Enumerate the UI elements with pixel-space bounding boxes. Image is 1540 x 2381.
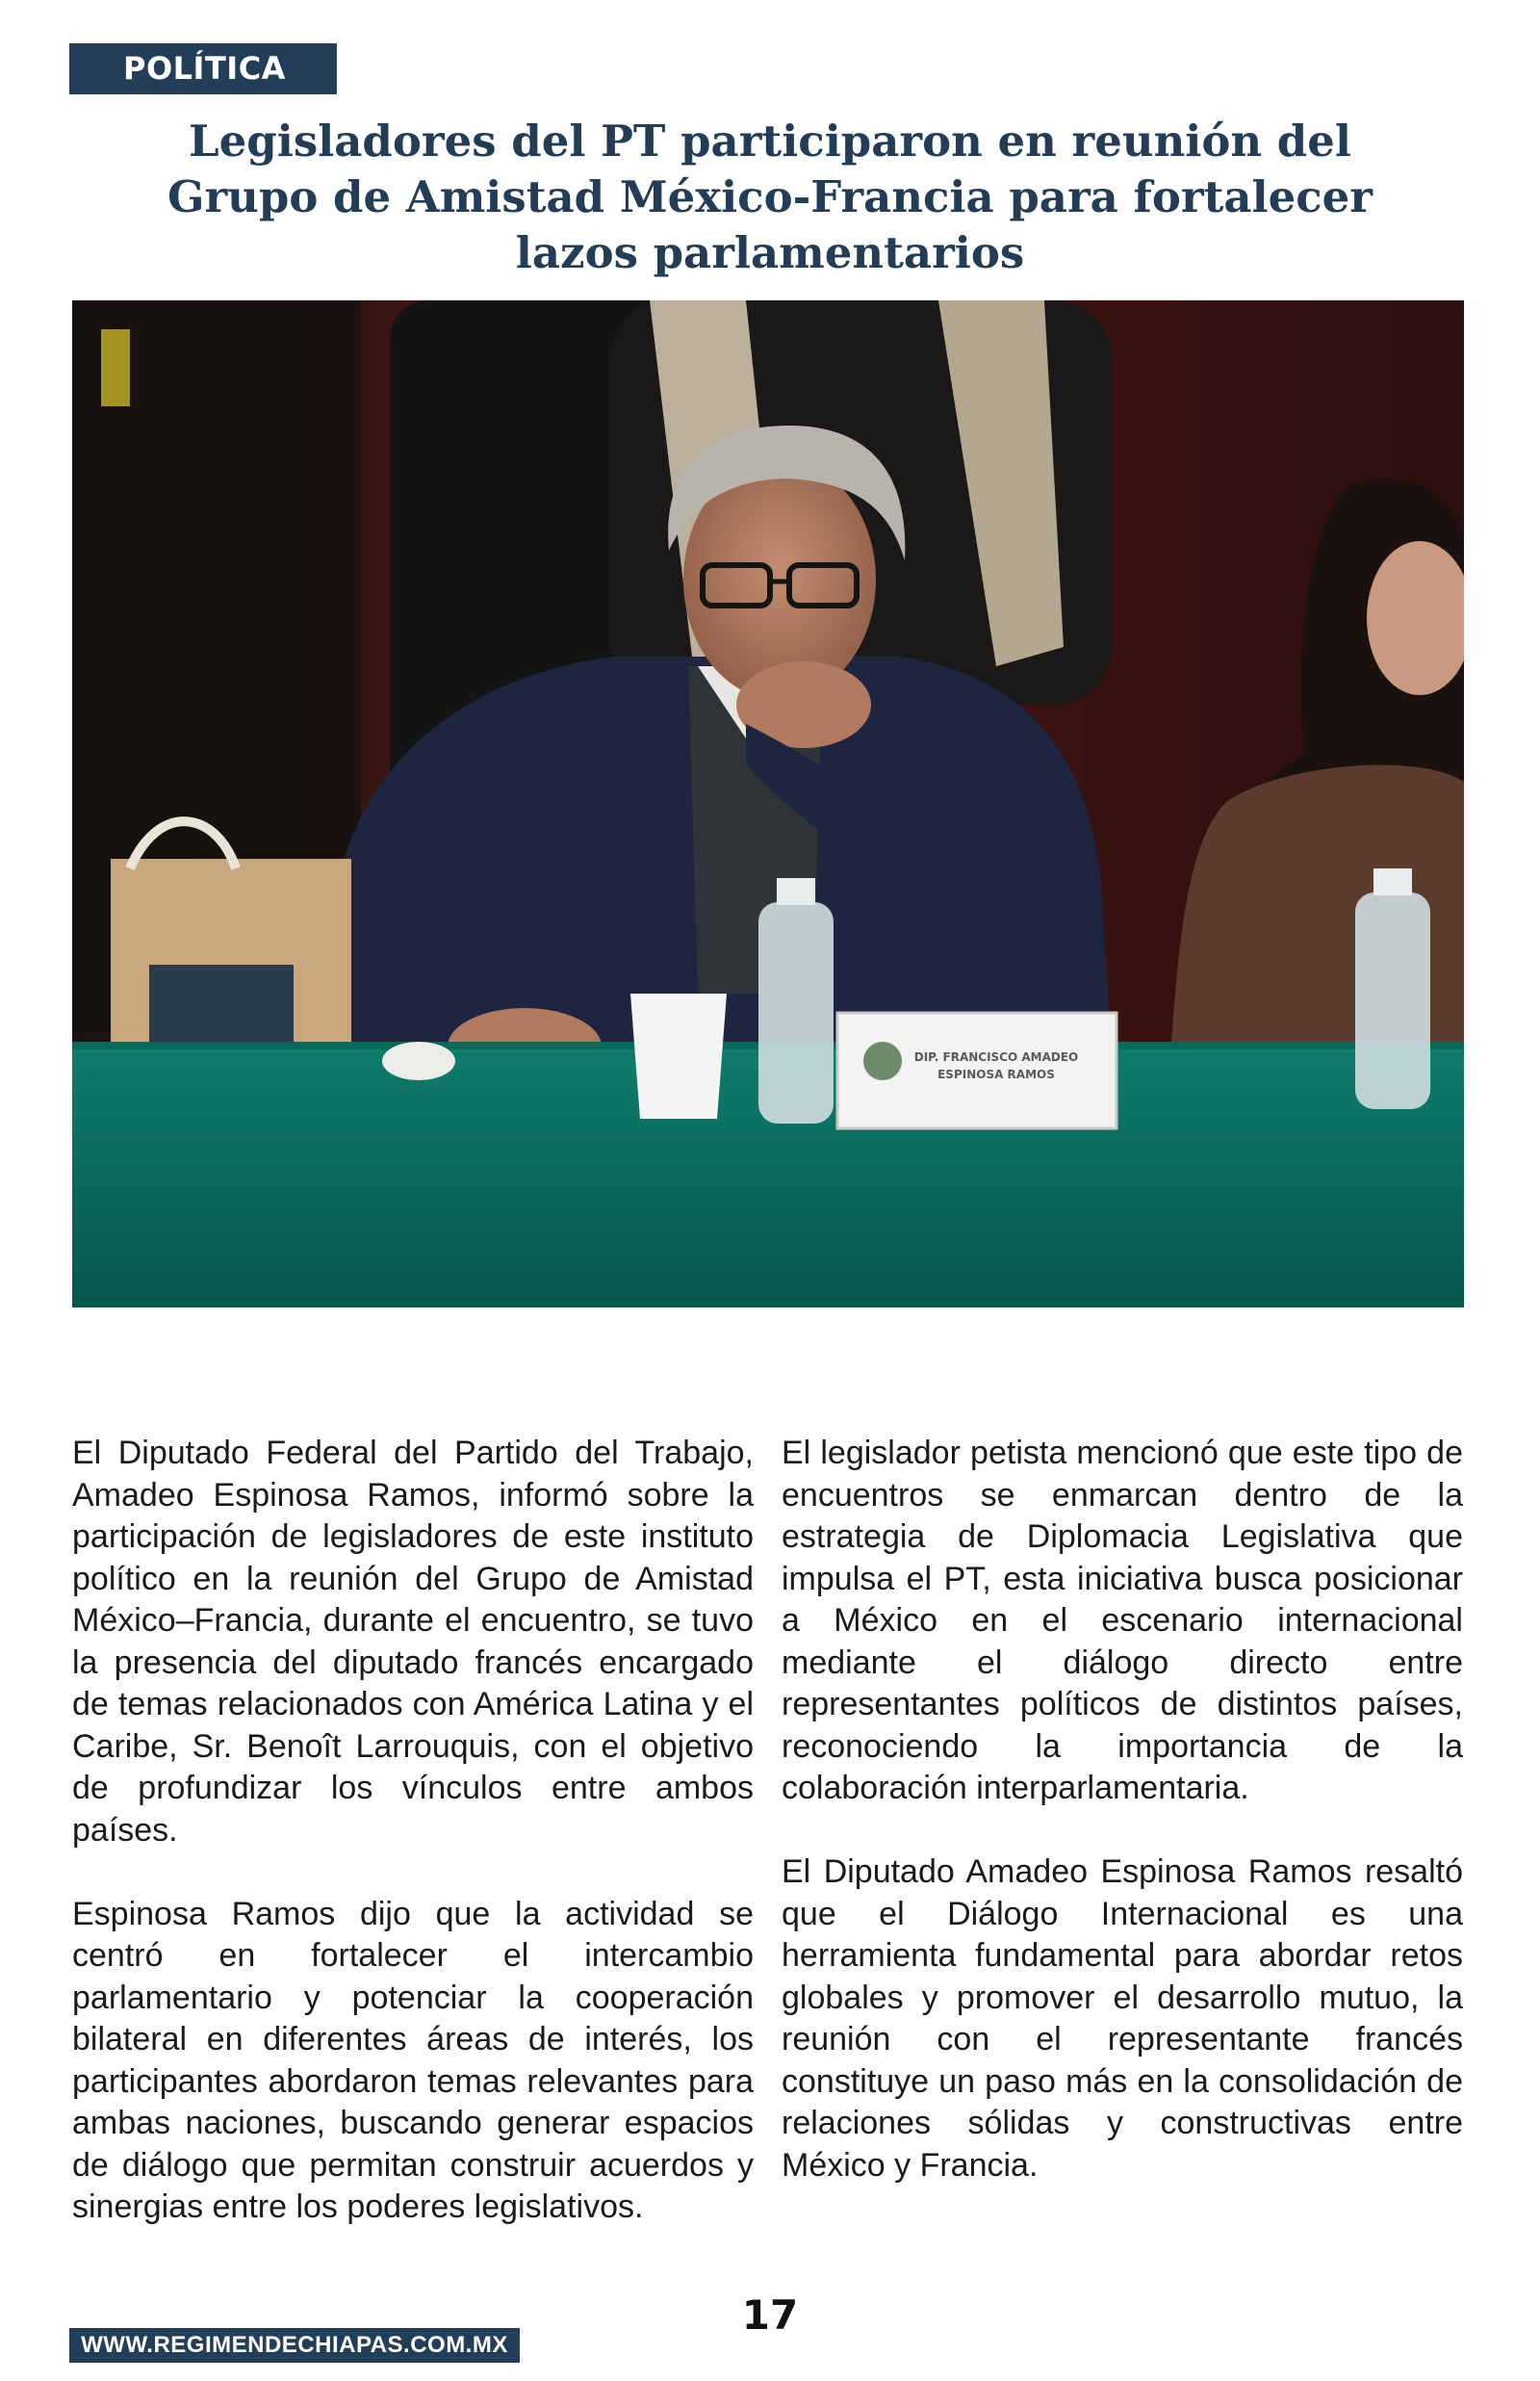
article-column-left [72, 1433, 754, 2270]
article-headline: Legisladores del PT participaron en reunión del Grupo de Amistad México-Francia para fortalecer lazos parlamentarios [167, 116, 1373, 278]
article-paragraph: El Diputado Amadeo Espinosa Ramos resaltó que el Diálogo Internacional es una herramienta fundamental para abordar retos globales y promover el desarrollo mutuo, la reunión con el representante francés constituye un paso más en la consolidación de relaciones sólidas y constructivas entre México y Francia. [782, 1853, 1463, 2184]
section-label: POLÍTICA [69, 43, 337, 94]
article-column-right [782, 1433, 1463, 2229]
page-number: 17 [741, 2291, 799, 2339]
website-url[interactable]: WWW.REGIMENDECHIAPAS.COM.MX [69, 2328, 520, 2363]
article-paragraph: El legislador petista mencionó que este tipo de encuentros se enmarcan dentro de la estrategia de Diplomacia Legislativa que impulsa el PT, esta iniciativa busca posicionar a México en el escenario internacional mediante el diálogo directo entre representantes políticos de distintos países, reconociendo la importancia de la colaboración interparlamentaria. [782, 1435, 1463, 1806]
name-plate-line1: DIP. FRANCISCO AMADEO [913, 1050, 1079, 1064]
article-photo [72, 300, 1464, 1307]
article-paragraph: Espinosa Ramos dijo que la actividad se centró en fortalecer el intercambio parlamentario y potenciar la cooperación bilateral en diferentes áreas de interés, los participantes abordaron temas relevantes para ambas naciones, buscando generar espacios de diálogo que permitan construir acuerdos y sinergias entre los poderes legislativos. [72, 1895, 754, 2225]
article-paragraph: El Diputado Federal del Partido del Trabajo, Amadeo Espinosa Ramos, informó sobre la participación de legisladores de este instituto político en la reunión del Grupo de Amistad México–Francia, durante el encuentro, se tuvo la presencia del diputado francés encargado de temas relacionados con América Latina y el Caribe, Sr. Benoît Larrouquis, con el objetivo de profundizar los vínculos entre ambos países. [72, 1435, 754, 1849]
name-plate-line2: ESPINOSA RAMOS [937, 1068, 1055, 1081]
